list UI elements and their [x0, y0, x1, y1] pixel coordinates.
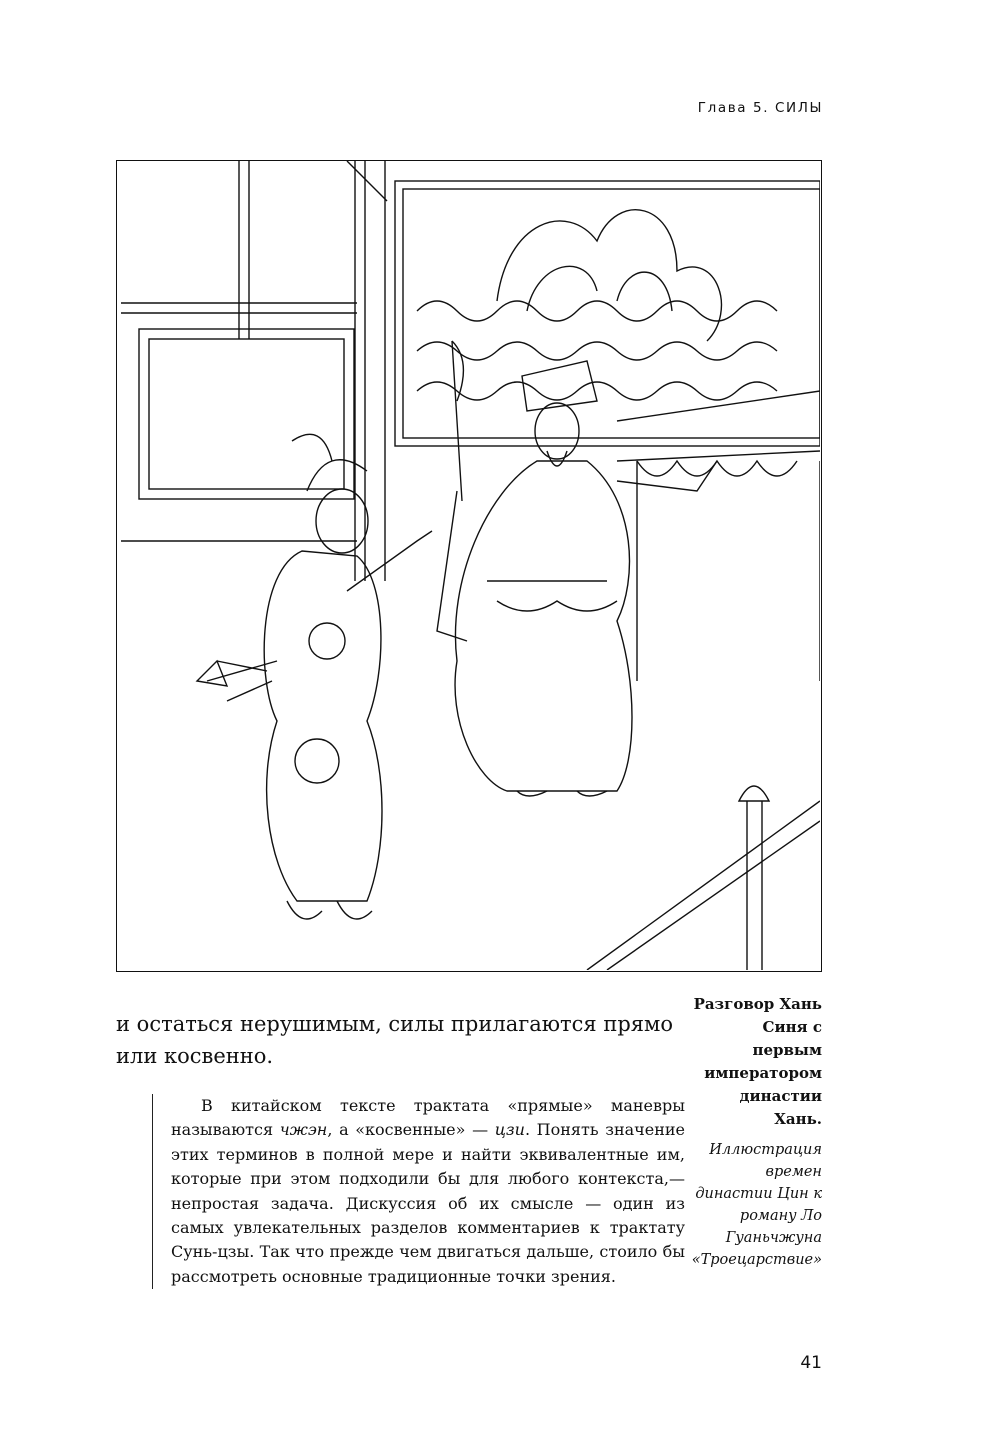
- caption-subtitle: Иллюстрация времен династии Цин к роману Ло Гуаньчжуна «Троецарствие»: [691, 1142, 822, 1268]
- illustration-image: [117, 161, 820, 970]
- sidebar-paragraph: [171, 1094, 685, 1289]
- page-number: 41: [800, 1353, 822, 1373]
- sidebar-text-2: , а «косвенные» —: [327, 1120, 495, 1140]
- illustration: [116, 160, 822, 972]
- term-zheng: чжэн: [279, 1120, 328, 1140]
- term-qi: цзи: [494, 1120, 525, 1140]
- sidebar-note: [152, 1094, 685, 1289]
- main-text: и остаться нерушимым, силы прилагаются прямо или косвенно.: [116, 1012, 673, 1068]
- sidebar-text-3: . Понять значение этих терминов в полной мере и найти эквивалентные им, которые при этом подходили бы для любого контекста,— непростая задача. Дискуссия об их смысле — один из самых увлекательных разделов комментариев к трактату Сунь-цзы. Так что прежде чем двигаться дальше, стоило бы рассмотреть основные традиционные точки зрения.: [171, 1120, 685, 1286]
- figure-caption: [690, 993, 822, 1271]
- sidebar-text-1: В китайском тексте трактата «прямые» маневры называются: [171, 1096, 685, 1140]
- running-header: Глава 5. СИЛЫ: [697, 100, 823, 116]
- caption-title: Разговор Хань Синя с первым императором династии Хань.: [693, 995, 822, 1128]
